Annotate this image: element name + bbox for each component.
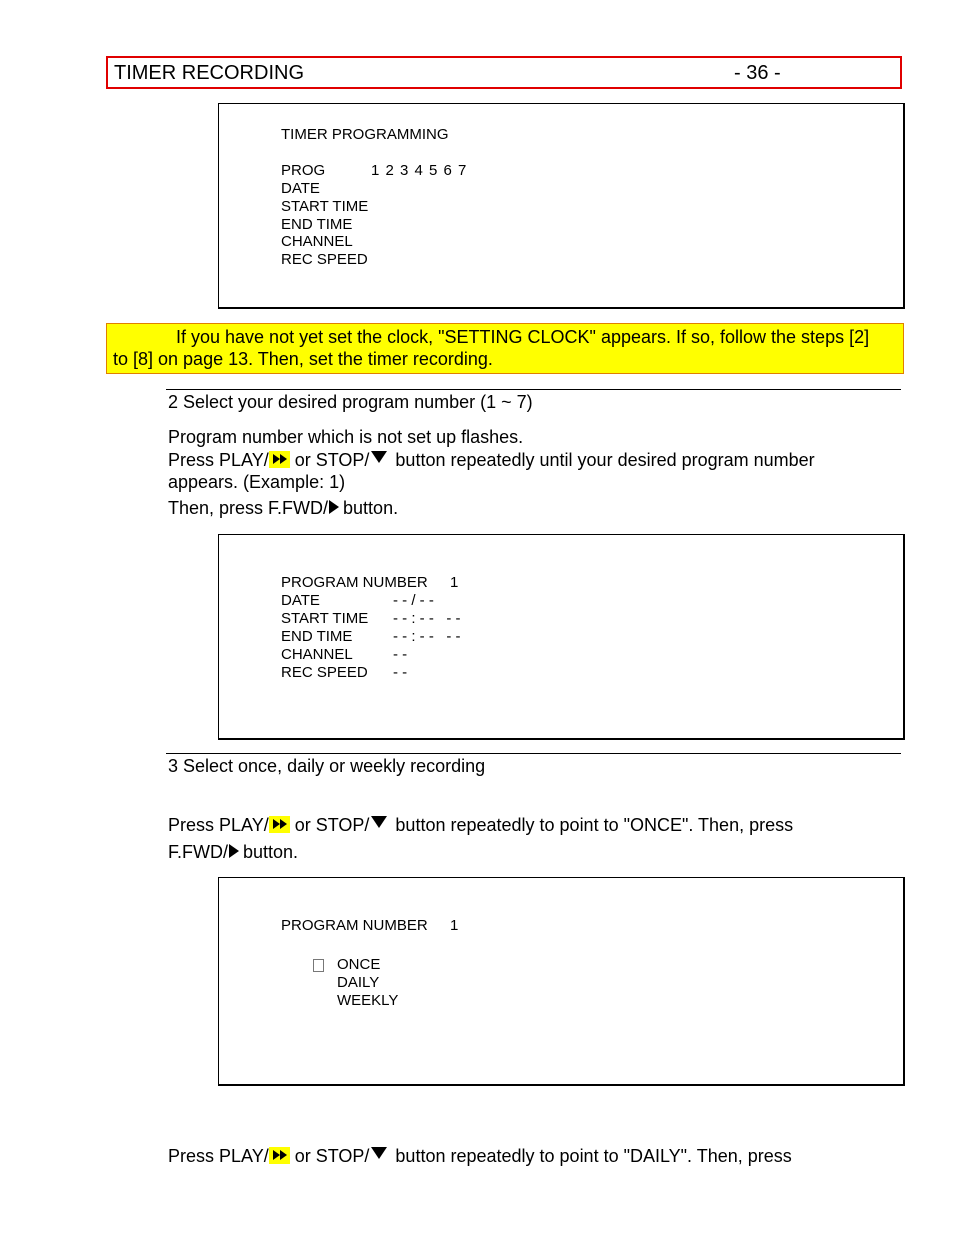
divider (166, 753, 901, 754)
row-channel: CHANNEL (281, 646, 353, 663)
program-number-label: PROGRAM NUMBER (281, 574, 428, 591)
right-triangle-icon (229, 844, 239, 858)
clock-note (106, 323, 904, 374)
step-4-line-1: Press PLAY/ or STOP/ button repeatedly to point to "DAILY". Then, press (168, 1146, 792, 1166)
step-2-line-4: Then, press F.FWD/ button. (168, 498, 399, 518)
program-number-screen (218, 534, 905, 740)
down-triangle-icon (371, 816, 387, 828)
down-triangle-icon (371, 1147, 387, 1159)
step-3-heading: 3 Select once, daily or weekly recording (168, 756, 486, 776)
row-rec-speed: REC SPEED (281, 251, 368, 268)
row-date-value: - - / - - (393, 592, 434, 609)
down-triangle-icon (371, 451, 387, 463)
row-start-time-value: - - : - - - - (393, 610, 461, 627)
step-2-line-3: appears. (Example: 1) (168, 472, 346, 492)
page-header (106, 56, 902, 89)
fast-forward-icon (269, 1147, 290, 1164)
row-end-time: END TIME (281, 628, 353, 645)
option-weekly: WEEKLY (337, 992, 399, 1009)
row-channel: CHANNEL (281, 233, 353, 250)
prog-label: PROG (281, 162, 326, 179)
timer-programming-screen (218, 103, 905, 309)
page-number: - 36 - (734, 62, 781, 84)
option-daily: DAILY (337, 974, 380, 991)
row-rec-speed-value: - - (393, 664, 408, 681)
row-start-time: START TIME (281, 198, 369, 215)
note-line-1: If you have not yet set the clock, "SETTING CLOCK" appears. If so, follow the steps [2] (176, 327, 870, 347)
right-triangle-icon (329, 500, 339, 514)
row-date: DATE (281, 592, 320, 609)
option-once: ONCE (337, 956, 381, 973)
row-end-time-value: - - : - - - - (393, 628, 461, 645)
row-start-time: START TIME (281, 610, 369, 627)
fast-forward-icon (269, 816, 290, 833)
step-3-line-1: Press PLAY/ or STOP/ button repeatedly to point to "ONCE". Then, press (168, 815, 794, 835)
selection-box-icon (313, 959, 324, 972)
row-rec-speed: REC SPEED (281, 664, 368, 681)
section-title: TIMER RECORDING (114, 62, 304, 84)
recording-mode-screen (218, 877, 905, 1086)
step-2-line-2: Press PLAY/ or STOP/ button repeatedly until your desired program number (168, 450, 815, 470)
fast-forward-icon (269, 451, 290, 468)
program-number-label: PROGRAM NUMBER (281, 917, 428, 934)
prog-values: 1 2 3 4 5 6 7 (371, 162, 467, 179)
divider (166, 389, 901, 390)
note-line-2: to [8] on page 13. Then, set the timer recording. (113, 349, 493, 369)
program-number-value: 1 (450, 574, 459, 591)
screen-title: TIMER PROGRAMMING (281, 126, 449, 143)
row-date: DATE (281, 180, 320, 197)
step-3-line-2: F.FWD/ button. (168, 842, 299, 862)
row-channel-value: - - (393, 646, 408, 663)
step-2-heading: 2 Select your desired program number (1 ~ 7) (168, 392, 533, 412)
step-2-line-1: Program number which is not set up flashes. (168, 427, 524, 447)
program-number-value: 1 (450, 917, 459, 934)
row-end-time: END TIME (281, 216, 353, 233)
